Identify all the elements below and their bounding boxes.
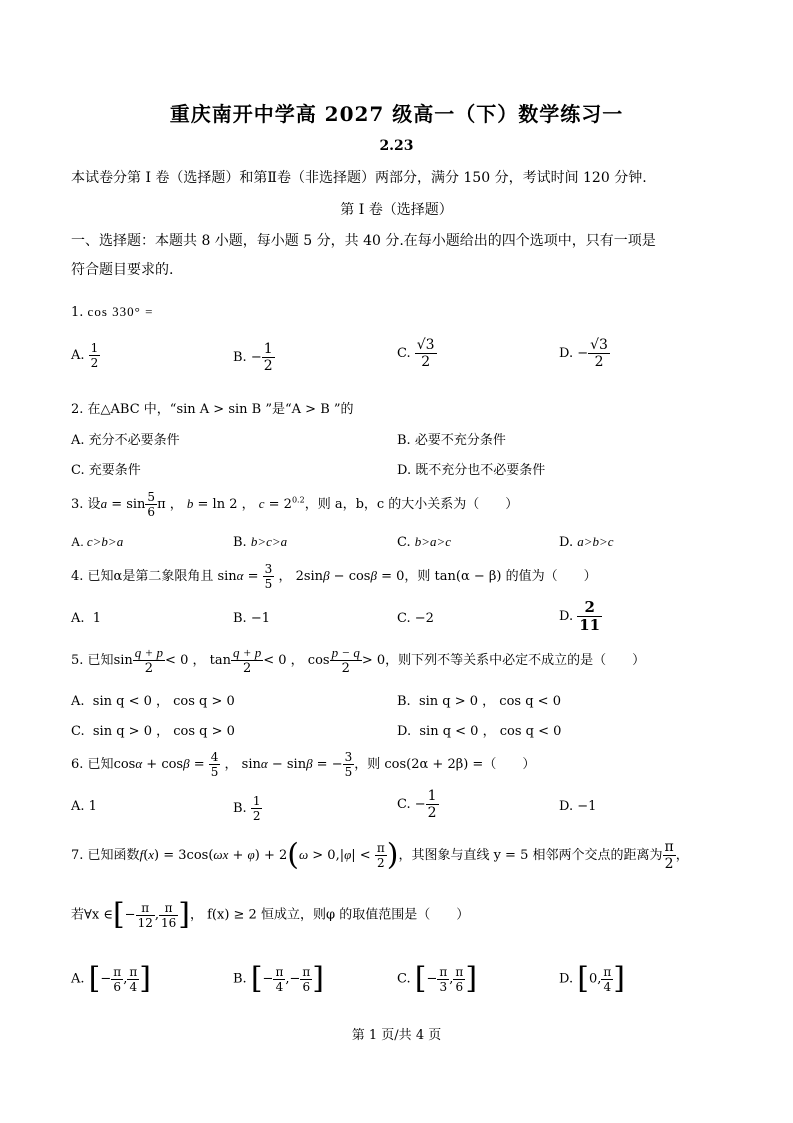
option-7d: D. [0, $\frac{\pi}{4}$ ] [559, 961, 625, 996]
question-1 [71, 304, 153, 320]
exam-intro: 本试卷分第 I 卷（选择题）和第Ⅱ卷（非选择题）两部分，满分 150 分，考试时间 120 分钟. [71, 170, 647, 186]
option-1d: D. − $\frac{√3}{2}$ [559, 337, 608, 370]
part-heading: 第 I 卷（选择题） [340, 202, 453, 218]
option-6d: D. −1 [559, 799, 597, 814]
option-2b: B. 必要不充分条件 [397, 433, 506, 448]
question-2: 2. 在△ABC 中，“sin A > sin B ”是“A > B ”的 [71, 402, 354, 417]
option-6b: B. $\frac{1}{2}$ [233, 794, 261, 823]
option-7a: A. [− $\frac{\pi}{6}$ , $\frac{\pi}{4}$ ] [71, 961, 151, 996]
exam-date: 2.23 [379, 138, 414, 154]
option-3b: B. b>c>a [233, 534, 288, 550]
option-3c: C. b>a>c [397, 534, 452, 550]
question-number: 1. [71, 305, 84, 320]
option-2c: C. 充要条件 [71, 463, 141, 478]
option-5c: C. sin q > 0 ， cos q > 0 [71, 724, 235, 739]
option-7c: C. [− $\frac{\pi}{3}$ , $\frac{\pi}{6}$ ] [397, 961, 478, 996]
option-7b: B. [− $\frac{\pi}{4}$ ,− $\frac{\pi}{6}$ ] [233, 961, 324, 996]
question-7: 7. 已知函数f(x) = 3cos(ωx + φ) + 2(ω > 0,|φ| < $\frac{\pi}{2}$ )，其图象与直线 y = 5 相邻两个交点的距离为 $\frac{\pi}{2}$ ， [71, 837, 689, 873]
question-7-line2: 若∀x ∈[− $\frac{\pi}{12}$ , $\frac{\pi}{16}$ ]， f(x) ≥ 2 恒成立，则φ 的取值范围是（ ） [71, 897, 470, 932]
option-2d: D. 既不充分也不必要条件 [397, 463, 546, 478]
question-6: 6. 已知cosα + cosβ = $\frac{4}{5}$ ， sinα − sinβ = − $\frac{3}{5}$ ，则 cos(2α + 2β) =（ ） [71, 750, 536, 779]
option-4d: D. $\frac{2}{11}$ [559, 598, 601, 634]
section-instruction-cont: 符合题目要求的. [71, 262, 174, 278]
option-4c: C. −2 [397, 611, 434, 626]
question-3: 3. 设a = sin $\frac{5}{6}$ π ， b = ln 2 ， $c = 2^{0.2}$，则 a，b，c 的大小关系为（ ） [71, 490, 519, 519]
question-stem: cos 330° = [87, 304, 154, 319]
section-instruction: 一、选择题：本题共 8 小题，每小题 5 分，共 40 分.在每小题给出的四个选项中，只有一项是 [71, 233, 656, 249]
question-5: 5. 已知sin $\frac{q + p}{2}$ < 0 ， tan $\frac{q + p}{2}$ < 0 ， cos $\frac{p - q}{2}$ > 0，则下列不等关系中必定不成立的是（ ） [71, 645, 646, 676]
option-5b: B. sin q > 0 ， cos q < 0 [397, 694, 561, 709]
option-6a: A. 1 [71, 799, 97, 814]
question-4: 4. 已知α是第二象限角且 sinα = $\frac{3}{5}$ ， 2sinβ − cosβ = 0，则 tan(α − β) 的值为（ ） [71, 562, 597, 591]
option-2a: A. 充分不必要条件 [71, 433, 180, 448]
question-stem: 在△ABC 中，“sin A > sin B ”是“A > B ”的 [87, 402, 354, 417]
option-4a: A. 1 [71, 611, 102, 626]
option-1a: A. $\frac{1}{2}$ [71, 341, 99, 370]
option-3d: D. a>b>c [559, 534, 614, 550]
option-1c: C. $\frac{√3}{2}$ [397, 337, 435, 370]
option-4b: B. −1 [233, 611, 270, 626]
option-5a: A. sin q < 0 ， cos q > 0 [71, 694, 235, 709]
page-footer: 第 1 页/共 4 页 [351, 1028, 442, 1043]
option-6c: C. − $\frac{1}{2}$ [397, 788, 437, 821]
option-1b: B. − $\frac{1}{2}$ [233, 341, 273, 374]
option-3a: A. c>b>a [71, 534, 124, 549]
option-5d: D. sin q < 0 ， cos q < 0 [397, 724, 562, 739]
page-title: 重庆南开中学高 2027 级高一（下）数学练习一 [169, 102, 624, 126]
